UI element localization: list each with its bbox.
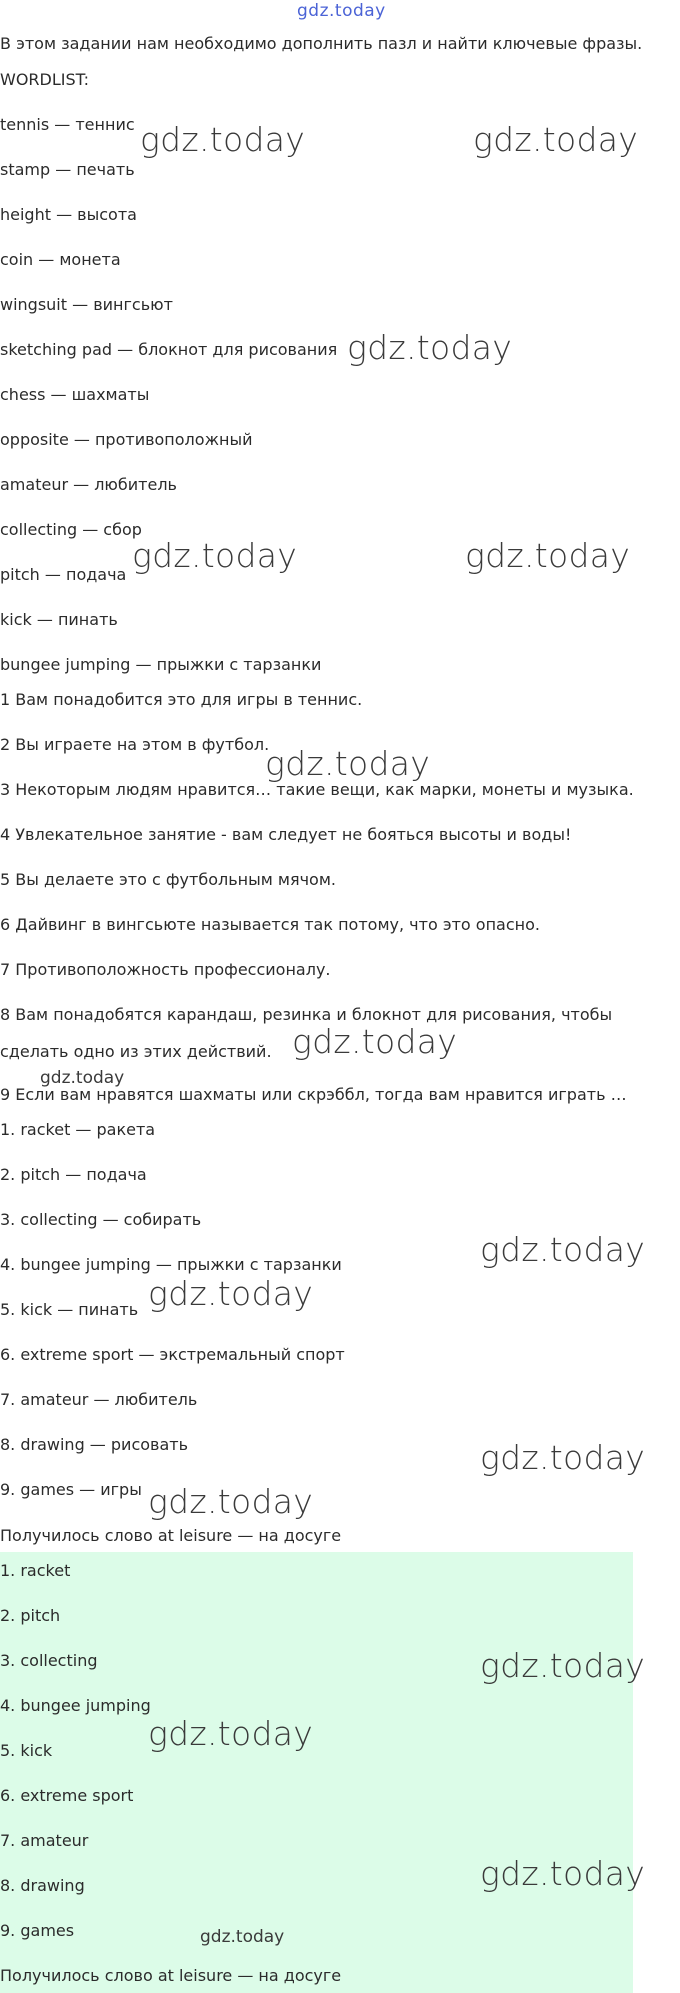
watermark: gdz.today: [140, 120, 306, 159]
clue-item: 6 Дайвинг в вингсьюте называется так потому, что это опасно.: [0, 915, 540, 934]
answer-translated-item: 8. drawing — рисовать: [0, 1435, 189, 1454]
intro-text: В этом задании нам необходимо дополнить пазл и найти ключевые фразы.: [0, 34, 643, 53]
answer-box: [0, 1552, 633, 1993]
answer-translated-item: 5. kick — пинать: [0, 1300, 139, 1319]
watermark: gdz.today: [480, 1646, 646, 1685]
clue-item: 1 Вам понадобится это для игры в теннис.: [0, 690, 363, 709]
wordlist-item: pitch — подача: [0, 565, 127, 584]
answer-item: 7. amateur: [0, 1831, 89, 1850]
watermark: gdz.today: [200, 1927, 285, 1947]
wordlist-item: sketching pad — блокнот для рисования: [0, 340, 338, 359]
wordlist-item: stamp — печать: [0, 160, 135, 179]
wordlist-item: coin — монета: [0, 250, 121, 269]
watermark: gdz.today: [148, 1714, 314, 1753]
clue-item: 2 Вы играете на этом в футбол.: [0, 735, 270, 754]
result-text: Получилось слово at leisure — на досуге: [0, 1966, 342, 1985]
answer-translated-item: 1. racket — ракета: [0, 1120, 156, 1139]
watermark: gdz.today: [480, 1230, 646, 1269]
answer-item: 2. pitch: [0, 1606, 61, 1625]
wordlist-item: bungee jumping — прыжки с тарзанки: [0, 655, 322, 674]
watermark: gdz.today: [480, 1854, 646, 1893]
watermark: gdz.today: [148, 1274, 314, 1313]
answer-item: 5. kick: [0, 1741, 53, 1760]
answer-translated-item: 9. games — игры: [0, 1480, 142, 1499]
clue-item: 4 Увлекательное занятие - вам следует не бояться высоты и воды!: [0, 825, 572, 844]
answer-item: 1. racket: [0, 1561, 71, 1580]
answer-translated-item: 3. collecting — собирать: [0, 1210, 202, 1229]
answer-translated-item: 4. bungee jumping — прыжки с тарзанки: [0, 1255, 342, 1274]
wordlist-item: chess — шахматы: [0, 385, 150, 404]
wordlist-item: collecting — сбор: [0, 520, 142, 539]
wordlist-heading: WORDLIST:: [0, 70, 90, 89]
watermark: gdz.today: [480, 1438, 646, 1477]
answer-item: 3. collecting: [0, 1651, 98, 1670]
answer-item: 9. games: [0, 1921, 75, 1940]
watermark: gdz.today: [40, 1068, 125, 1088]
answer-translated-item: 6. extreme sport — экстремальный спорт: [0, 1345, 345, 1364]
wordlist-item: kick — пинать: [0, 610, 118, 629]
watermark: gdz.today: [265, 744, 431, 783]
answer-translated-item: 7. amateur — любитель: [0, 1390, 198, 1409]
wordlist-item: opposite — противоположный: [0, 430, 253, 449]
watermark: gdz.today: [473, 120, 639, 159]
wordlist-item: tennis — теннис: [0, 115, 135, 134]
clue-item: 7 Противоположность профессионалу.: [0, 960, 331, 979]
watermark: gdz.today: [132, 536, 298, 575]
answer-item: 8. drawing: [0, 1876, 85, 1895]
result-text: Получилось слово at leisure — на досуге: [0, 1526, 342, 1545]
answer-item: 6. extreme sport: [0, 1786, 134, 1805]
answer-translated-item: 2. pitch — подача: [0, 1165, 147, 1184]
watermark: gdz.today: [347, 328, 513, 367]
wordlist-item: amateur — любитель: [0, 475, 177, 494]
wordlist-item: height — высота: [0, 205, 137, 224]
answer-item: 4. bungee jumping: [0, 1696, 151, 1715]
clue-item: 3 Некоторым людям нравится… такие вещи, как марки, монеты и музыка.: [0, 780, 634, 799]
clue-item: сделать одно из этих действий.: [0, 1042, 272, 1061]
watermark: gdz.today: [465, 536, 631, 575]
clue-item: 9 Если вам нравятся шахматы или скрэббл, тогда вам нравится играть …: [0, 1085, 627, 1104]
watermark: gdz.today: [292, 1022, 458, 1061]
wordlist-item: wingsuit — вингсьют: [0, 295, 173, 314]
clue-item: 5 Вы делаете это с футбольным мячом.: [0, 870, 336, 889]
header-watermark: gdz.today: [297, 1, 386, 21]
clue-item: 8 Вам понадобятся карандаш, резинка и блокнот для рисования, чтобы: [0, 1005, 613, 1024]
watermark: gdz.today: [148, 1482, 314, 1521]
